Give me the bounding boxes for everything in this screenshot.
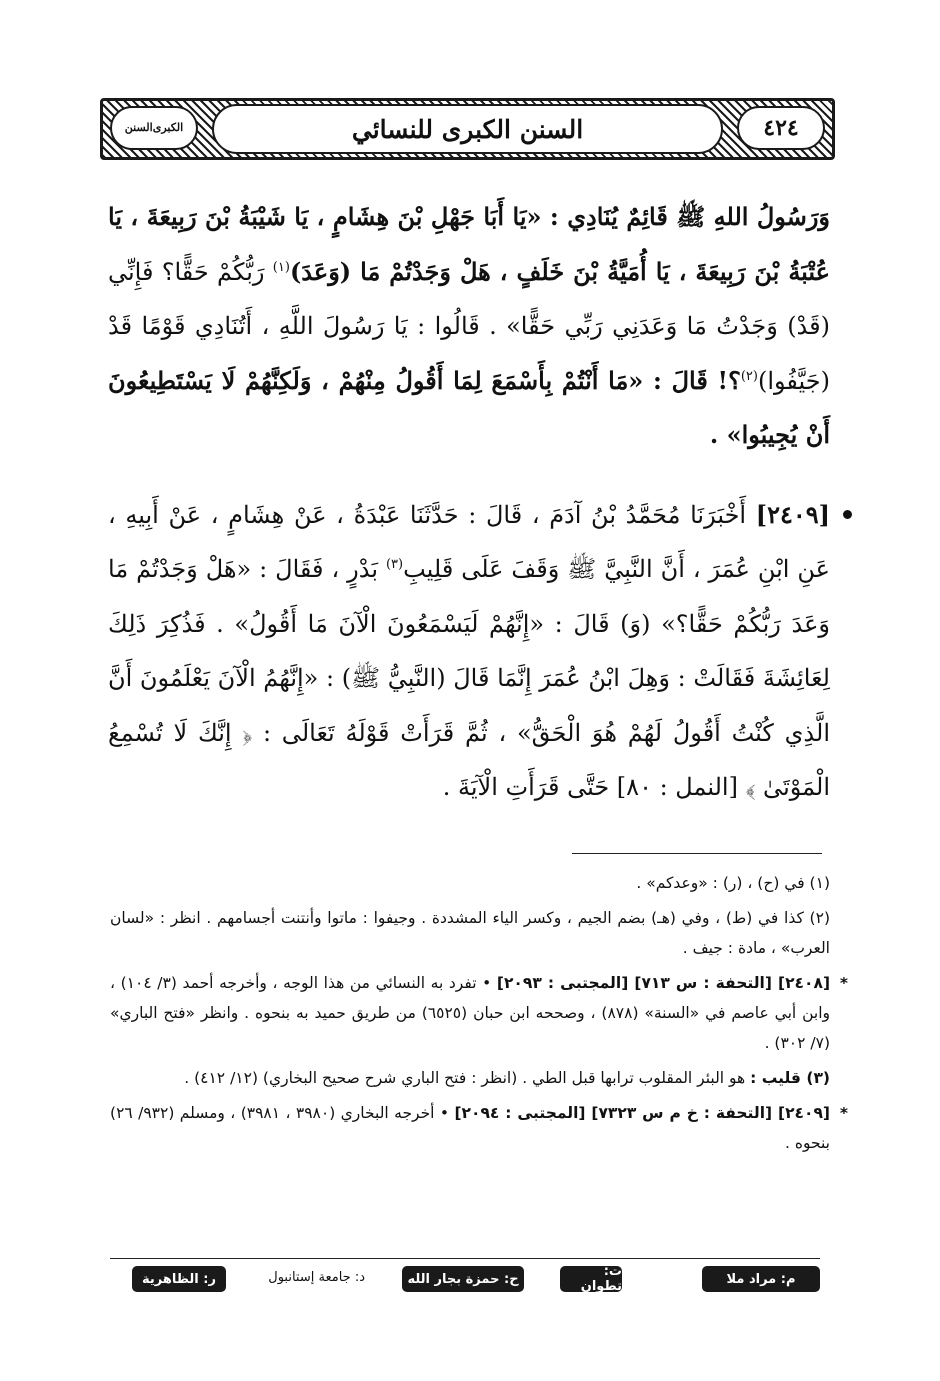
siglum-r: ر: الظاهرية	[132, 1266, 226, 1292]
hadith-number: [٢٤٠٩]	[755, 499, 830, 529]
takhrij-2408-ref: [٢٤٠٨] [التحفة : س ٧١٣] [المجتبى : ٢٠٩٣]	[496, 974, 831, 992]
footnote-ref-2: (٢)	[740, 368, 758, 384]
main-text	[108, 190, 830, 815]
footnote-2: (٢) كذا في (ط) ، وفي (هـ) بضم الجيم ، وكسر الياء المشددة . وجيفوا : ماتوا وأنتنت أجسامهم . انظر : «لسان العرب» ، مادة : جيف .	[110, 909, 830, 957]
text-segment-3: ؟! قَالَ : «مَا أَنْتُمْ بِأَسْمَعَ لِمَا أَقُولُ مِنْهُمْ ، وَلَكِنَّهُمْ لَا يَسْتَطِيعُونَ أَنْ يُجِيبُوا» .	[108, 365, 830, 449]
isnad-text: أَخْبَرَنَا مُحَمَّدُ بْنُ آدَمَ ، قَالَ : حَدَّثَنَا عَبْدَةُ ، عَنْ هِشَامٍ ، عَنْ أَبِيهِ ، عَنِ ابْنِ عُمَرَ ، أَنَّ النَّبِيَّ ﷺ وَقَفَ عَلَى قَلِيبِ	[108, 500, 830, 583]
emblem-line-2: الكبرى	[152, 121, 184, 134]
siglum-d: د: جامعة إستانبول	[268, 1270, 365, 1285]
bullet-icon	[843, 510, 852, 519]
header-title-box	[212, 104, 723, 154]
siglum-h: ح: حمزة بجار الله	[402, 1266, 524, 1292]
siglum-t: ت: تطوان	[560, 1266, 622, 1292]
footnote-3-text: هو البئر المقلوب ترابها قبل الطي . (انظر : فتح الباري شرح صحيح البخاري) (١٢/ ٤١٢) .	[184, 1069, 751, 1087]
footnote-3	[110, 1063, 830, 1093]
takhrij-2409-text: • أخرجه البخاري (٣٩٨٠ ، ٣٩٨١) ، ومسلم (٩٣٢/ ٢٦) بنحوه .	[110, 1104, 830, 1152]
footnote-ref-1: (١)	[272, 259, 290, 275]
page-header	[100, 98, 835, 160]
hadith-2409-text	[108, 488, 830, 815]
footnote-ref-3: (٣)	[385, 557, 404, 572]
star-icon: *	[839, 1104, 848, 1122]
manuscript-sigla	[110, 1266, 820, 1296]
page-number: ٤٢٤	[737, 106, 825, 150]
takhrij-2409-ref: [٢٤٠٩] [التحفة : خ م س ٧٣٢٣] [المجتبى : ٢٠٩٤]	[454, 1104, 831, 1122]
takhrij-2408-text: • تفرد به النسائي من هذا الوجه ، وأخرجه أحمد (٣/ ١٠٤) ، وابن أبي عاصم في «السنة» (٨٧٨) ، وصححه ابن حبان (٦٥٢٥) من طريق حميد به بنحوه . وانظر «فتح الباري» (٧/ ٣٠٢) .	[110, 974, 830, 1052]
hadith-continuation	[108, 190, 830, 463]
text-segment-1: وَرَسُولُ اللهِ ﷺ قَائِمٌ يُنَادِي : «يَا أَبَا جَهْلِ بْنَ هِشَامٍ ، يَا شَيْبَةُ بْنَ رَبِيعَةَ ، يَا عُتْبَةُ بْنَ رَبِيعَةَ ، يَا أُمَيَّةُ بْنَ خَلَفٍ ، هَلْ وَجَدْتُمْ مَا (وَعَدَ)	[108, 202, 830, 286]
emblem-line-1: السنن	[124, 121, 153, 134]
text-segment-2: رَبُّكُمْ حَقًّا؟ فَإِنِّي (قَدْ) وَجَدْتُ مَا وَعَدَنِي رَبِّي حَقًّا» . قَالُوا : يَا رَسُولَ اللَّهِ ، أَتُنَادِي قَوْمًا قَدْ (جَيَّفُوا)	[108, 257, 830, 395]
siglum-m: م: مراد ملا	[702, 1266, 820, 1292]
book-emblem-icon	[110, 106, 198, 150]
star-icon: *	[839, 974, 848, 992]
footnotes	[110, 868, 848, 1163]
takhrij-2408	[110, 968, 848, 1058]
hadith-2409	[108, 488, 830, 815]
matn-text: بَدْرٍ ، فَقَالَ : «هَلْ وَجَدْتُمْ مَا وَعَدَ رَبُّكُمْ حَقًّا؟» (وَ) قَالَ : «إِنَّهُمْ لَيَسْمَعُونَ الْآنَ مَا أَقُولُ» . فَذُكِرَ ذَلِكَ لِعَائِشَةَ فَقَالَتْ : وَهِلَ ابْنُ عُمَرَ إِنَّمَا قَالَ (النَّبِيُّ ﷺ) : «إِنَّهُمُ الْآنَ يَعْلَمُونَ أَنَّ الَّذِي كُنْتُ أَقُولُ لَهُمْ هُوَ الْحَقُّ» ، ثُمَّ قَرَأَتْ قَوْلَهُ تَعَالَى : ﴿ إِنَّكَ لَا تُسْمِعُ الْمَوْتَىٰ ﴾ [النمل : ٨٠] حَتَّى قَرَأَتِ الْآيَةَ .	[108, 555, 830, 801]
footer-divider	[110, 1258, 820, 1259]
footnote-1: (١) في (ح) ، (ر) : «وعدكم» .	[636, 874, 830, 892]
footnote-divider	[572, 853, 822, 854]
takhrij-2409	[110, 1098, 848, 1158]
footnote-3-label: (٣) قليب :	[750, 1069, 830, 1087]
book-title: السنن الكبرى للنسائي	[351, 114, 584, 144]
